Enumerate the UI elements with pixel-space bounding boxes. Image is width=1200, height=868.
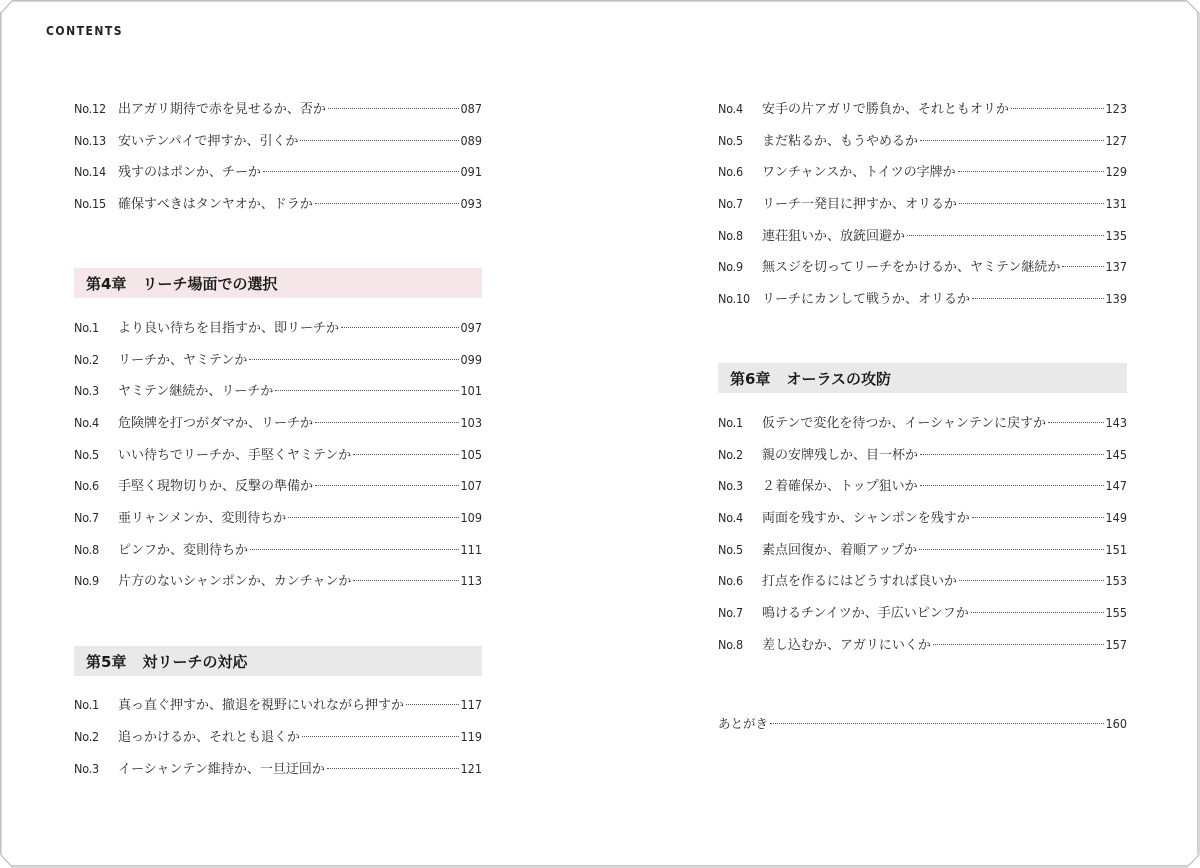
page-title: CONTENTS [46,24,124,38]
entry-number: No.4 [718,510,743,525]
leader-dots [328,108,459,109]
chapter-number: 第4章 [86,274,127,293]
entry-title: 連荘狙いか、放銃回避か [762,229,906,244]
toc-entry[interactable] [74,570,482,592]
leader-dots [1011,108,1104,109]
entry-page: 153 [1105,573,1127,588]
entry-page: 107 [460,478,482,493]
toc-entry[interactable] [74,758,482,780]
entry-title: 出アガリ期待で赤を見せるか、否か [118,102,326,117]
leader-dots [341,327,459,328]
entry-number: No.4 [718,101,743,116]
toc-entry[interactable] [718,570,1127,592]
entry-page: 119 [460,729,482,744]
leader-dots [263,171,459,172]
right-column [718,0,1127,868]
leader-dots [315,422,459,423]
toc-entry[interactable] [718,256,1127,278]
entry-page: 131 [1105,196,1127,211]
entry-title: 両面を残すか、シャンポンを残すか [762,511,970,526]
toc-entry[interactable] [718,602,1127,624]
toc-entry[interactable] [74,380,482,402]
chapter-title: オーラスの攻防 [786,369,891,388]
entry-title: より良い待ちを目指すか、即リーチか [118,321,340,336]
entry-title: 差し込むか、アガリにいくか [762,638,931,653]
entry-number: No.9 [74,573,99,588]
toc-entry[interactable] [74,507,482,529]
toc-entry[interactable] [74,130,482,152]
leader-dots [907,235,1104,236]
leader-dots [919,549,1103,550]
leader-dots [275,390,458,391]
entry-page: 139 [1105,291,1127,306]
entry-number: No.2 [718,447,743,462]
toc-entry[interactable] [74,193,482,215]
entry-title: ワンチャンスか、トイツの字牌か [762,165,956,180]
entry-number: No.6 [74,478,99,493]
leader-dots [353,580,458,581]
entry-page: 123 [1105,101,1127,116]
entry-title: 無スジを切ってリーチをかけるか、ヤミテン継続か [762,260,1061,275]
entry-title: 親の安牌残しか、目一杯か [762,448,919,463]
entry-title: 残すのはポンか、チーか [118,165,262,180]
entry-page: 147 [1105,478,1127,493]
entry-title: 安いテンパイで押すか、引くか [118,134,299,149]
entry-number: No.5 [74,447,99,462]
leader-dots [972,298,1104,299]
left-column [74,0,482,868]
entry-page: 155 [1105,605,1127,620]
toc-entry[interactable] [718,225,1127,247]
entry-page: 097 [460,320,482,335]
toc-entry[interactable] [718,98,1127,120]
toc-entry[interactable] [718,634,1127,656]
entry-number: No.8 [74,542,99,557]
toc-entry[interactable] [718,130,1127,152]
leader-dots [920,485,1104,486]
entry-number: No.5 [718,542,743,557]
entry-page: 149 [1105,510,1127,525]
chapter-number: 第5章 [86,652,127,671]
entry-page: 127 [1105,133,1127,148]
entry-title: イーシャンテン維持か、一旦迂回か [118,762,325,777]
entry-title: 素点回復か、着順アップか [762,543,918,558]
afterword-entry[interactable] [718,713,1127,735]
entry-number: No.6 [718,573,743,588]
entry-page: 101 [460,383,482,398]
entry-title: 片方のないシャンポンか、カンチャンか [118,574,352,589]
toc-entry[interactable] [718,539,1127,561]
entry-page: 135 [1105,228,1127,243]
entry-page: 087 [460,101,482,116]
entry-title: 仮テンで変化を待つか、イーシャンテンに戻すか [762,416,1047,431]
leader-dots [302,736,459,737]
entry-page: 129 [1105,164,1127,179]
leader-dots [959,580,1104,581]
leader-dots [959,203,1104,204]
leader-dots [920,140,1104,141]
entry-number: No.4 [74,415,99,430]
entry-title: ヤミテン継続か、リーチか [118,384,274,399]
entry-number: No.2 [74,729,99,744]
entry-number: No.10 [718,291,750,306]
entry-title: 亜リャンメンか、変則待ちか [118,511,287,526]
entry-page: 151 [1105,542,1127,557]
chapter-6-heading [718,363,1127,393]
entry-page: 117 [460,697,482,712]
entry-page: 089 [460,133,482,148]
entry-title: ピンフか、変則待ちか [118,543,249,558]
entry-number: No.8 [718,228,743,243]
entry-page: 091 [460,164,482,179]
entry-page: 121 [460,761,482,776]
entry-page: 109 [460,510,482,525]
toc-entry[interactable] [718,507,1127,529]
entry-page: 111 [460,542,482,557]
leader-dots [315,203,459,204]
entry-number: No.2 [74,352,99,367]
leader-dots [972,517,1104,518]
leader-dots [1048,422,1103,423]
entry-title: 鳴けるチンイツか、手広いピンフか [762,606,969,621]
entry-number: No.8 [718,637,743,652]
entry-title: まだ粘るか、もうやめるか [762,134,919,149]
entry-number: No.5 [718,133,743,148]
entry-title: 手堅く現物切りか、反撃の準備か [118,479,314,494]
entry-page: 157 [1105,637,1127,652]
toc-entry[interactable] [718,475,1127,497]
entry-number: No.1 [718,415,743,430]
entry-number: No.14 [74,164,106,179]
entry-title: リーチにカンして戦うか、オリるか [762,292,971,307]
leader-dots [958,171,1104,172]
leader-dots [288,517,458,518]
leader-dots [315,485,459,486]
entry-title: 追っかけるか、それとも退くか [118,730,301,745]
chapter-4-heading [74,268,482,298]
entry-page: 145 [1105,447,1127,462]
leader-dots [300,140,458,141]
chapter-5-heading [74,646,482,676]
entry-title: あとがき [718,716,769,731]
entry-number: No.3 [718,478,743,493]
entry-page: 137 [1105,259,1127,274]
toc-entry[interactable] [74,539,482,561]
chapter-number: 第6章 [730,369,771,388]
entry-page: 105 [460,447,482,462]
leader-dots [327,768,459,769]
entry-number: No.6 [718,164,743,179]
entry-number: No.12 [74,101,106,116]
entry-number: No.3 [74,761,99,776]
leader-dots [406,704,459,705]
leader-dots [920,454,1104,455]
toc-entry[interactable] [718,288,1127,310]
entry-page: 093 [460,196,482,211]
entry-title: 安手の片アガリで勝負か、それともオリか [762,102,1009,117]
entry-number: No.9 [718,259,743,274]
entry-title: 危険牌を打つがダマか、リーチか [118,416,314,431]
chapter-title: リーチ場面での選択 [142,274,278,293]
leader-dots [353,454,458,455]
entry-page: 113 [460,573,482,588]
entry-page: 160 [1105,716,1127,731]
leader-dots [249,359,458,360]
toc-entry[interactable] [718,193,1127,215]
entry-title: リーチか、ヤミテンか [118,353,248,368]
entry-page: 099 [460,352,482,367]
toc-entry[interactable] [718,412,1127,434]
toc-entry[interactable] [74,412,482,434]
entry-number: No.3 [74,383,99,398]
leader-dots [1062,266,1103,267]
chapter-title: 対リーチの対応 [142,652,248,671]
toc-entry[interactable] [74,475,482,497]
entry-title: 確保すべきはタンヤオか、ドラか [118,197,313,212]
entry-title: ２着確保か、トップ狙いか [762,479,918,494]
entry-number: No.7 [718,196,743,211]
entry-number: No.1 [74,697,99,712]
toc-entry[interactable] [74,161,482,183]
leader-dots [770,723,1104,724]
entry-number: No.1 [74,320,99,335]
entry-title: いい待ちでリーチか、手堅くヤミテンか [118,448,352,463]
entry-number: No.7 [718,605,743,620]
toc-entry[interactable] [74,694,482,716]
leader-dots [933,644,1104,645]
entry-number: No.13 [74,133,106,148]
toc-entry[interactable] [74,726,482,748]
leader-dots [971,612,1104,613]
toc-entry[interactable] [74,444,482,466]
entry-title: 打点を作るにはどうすれば良いか [762,574,958,589]
toc-entry[interactable] [74,349,482,371]
entry-page: 103 [460,415,482,430]
entry-title: 真っ直ぐ押すか、撤退を視野にいれながら押すか [118,698,405,713]
toc-entry[interactable] [718,161,1127,183]
leader-dots [250,549,459,550]
entry-title: リーチ一発目に押すか、オリるか [762,197,958,212]
entry-number: No.7 [74,510,99,525]
entry-number: No.15 [74,196,106,211]
toc-entry[interactable] [74,98,482,120]
toc-entry[interactable] [718,444,1127,466]
toc-entry[interactable] [74,317,482,339]
entry-page: 143 [1105,415,1127,430]
